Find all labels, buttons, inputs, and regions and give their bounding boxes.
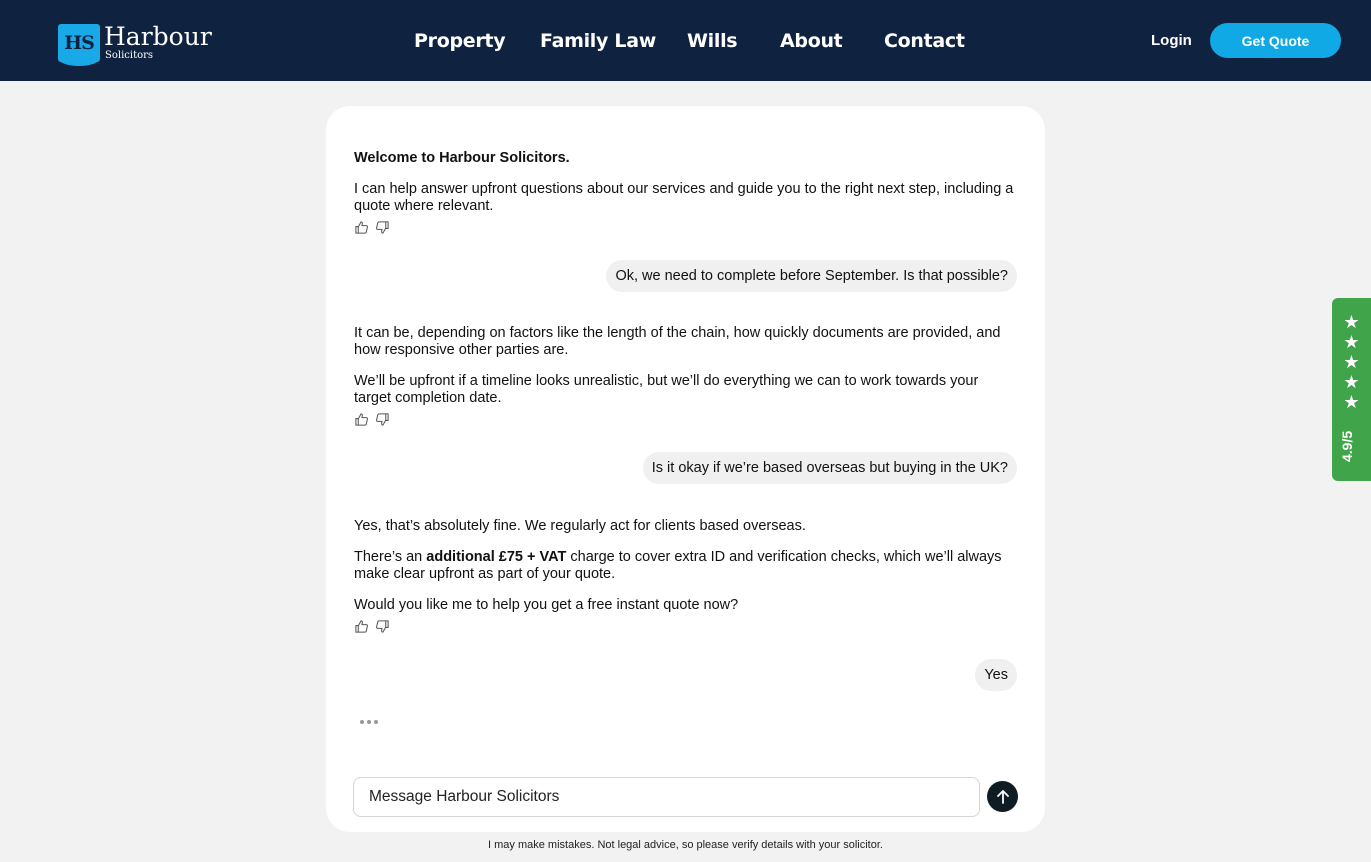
- message-input[interactable]: [353, 777, 980, 817]
- logo-name: Harbour: [104, 22, 212, 51]
- bot-message-text: Would you like me to help you get a free instant quote now?: [354, 597, 739, 613]
- bot-message: [354, 518, 1018, 635]
- rating-score: 4.9/5: [1339, 430, 1355, 462]
- star-icon: ★: [1343, 312, 1360, 332]
- feedback-buttons: [354, 412, 1018, 428]
- bot-message-text: We’ll be upfront if a timeline looks unrealistic, but we’ll do everything we can to work towards your target completion date.: [354, 373, 979, 406]
- typing-indicator: [360, 720, 378, 724]
- thumbs-down-icon[interactable]: [375, 412, 390, 427]
- nav-item-family-law[interactable]: Family Law: [540, 30, 656, 52]
- rating-widget[interactable]: [1332, 298, 1371, 481]
- star-icon: ★: [1343, 392, 1360, 412]
- highlighted-charge: additional £75 + VAT: [426, 549, 567, 565]
- thumbs-up-icon[interactable]: [354, 220, 369, 235]
- thumbs-up-icon[interactable]: [354, 619, 369, 634]
- bot-message: [354, 150, 1018, 236]
- nav-item-about[interactable]: About: [780, 30, 843, 52]
- arrow-up-icon: [995, 789, 1011, 805]
- logo-subtitle: Solicitors: [105, 50, 154, 61]
- thumbs-down-icon[interactable]: [375, 220, 390, 235]
- typing-dot: [367, 720, 371, 724]
- bot-message-text: Yes, that’s absolutely fine. We regularly act for clients based overseas.: [354, 518, 806, 534]
- disclaimer-text: I may make mistakes. Not legal advice, so please verify details with your solicitor.: [488, 839, 883, 851]
- login-link[interactable]: Login: [1151, 32, 1192, 49]
- get-quote-button[interactable]: Get Quote: [1210, 23, 1341, 58]
- star-icon: ★: [1343, 352, 1360, 372]
- bot-message: [354, 325, 1018, 428]
- bot-message-text: [354, 150, 1018, 167]
- thumbs-up-icon[interactable]: [354, 412, 369, 427]
- site-header: [0, 0, 1371, 81]
- user-message: Ok, we need to complete before September. Is that possible?: [606, 260, 1017, 292]
- bot-message-text: It can be, depending on factors like the length of the chain, how quickly documents are provided, and how responsive other parties are.: [354, 325, 1001, 358]
- typing-dot: [360, 720, 364, 724]
- nav-item-wills[interactable]: Wills: [687, 30, 738, 52]
- rating-stars: [1332, 312, 1371, 412]
- text-segment: There’s an: [354, 549, 427, 565]
- nav-item-contact[interactable]: Contact: [884, 30, 965, 52]
- star-icon: ★: [1343, 372, 1360, 392]
- star-icon: ★: [1343, 332, 1360, 352]
- nav-item-property[interactable]: Property: [414, 30, 506, 52]
- bot-message-text: [354, 549, 1018, 583]
- greeting-title: Welcome to Harbour Solicitors.: [354, 150, 570, 166]
- chat-panel: [326, 106, 1045, 832]
- send-button[interactable]: [987, 781, 1018, 812]
- typing-dot: [374, 720, 378, 724]
- user-message: Is it okay if we’re based overseas but buying in the UK?: [643, 452, 1017, 484]
- feedback-buttons: [354, 220, 1018, 236]
- bot-message-text: I can help answer upfront questions about our services and guide you to the right next step, including a quote where relevant.: [354, 181, 1014, 214]
- logo-mark-text: HS: [64, 32, 94, 54]
- thumbs-down-icon[interactable]: [375, 619, 390, 634]
- text-segment: charge to cover extra ID and verification checks, which we’ll always make clear upfront as part of your quote.: [354, 549, 1002, 582]
- feedback-buttons: [354, 619, 1018, 635]
- user-message: Yes: [975, 659, 1017, 691]
